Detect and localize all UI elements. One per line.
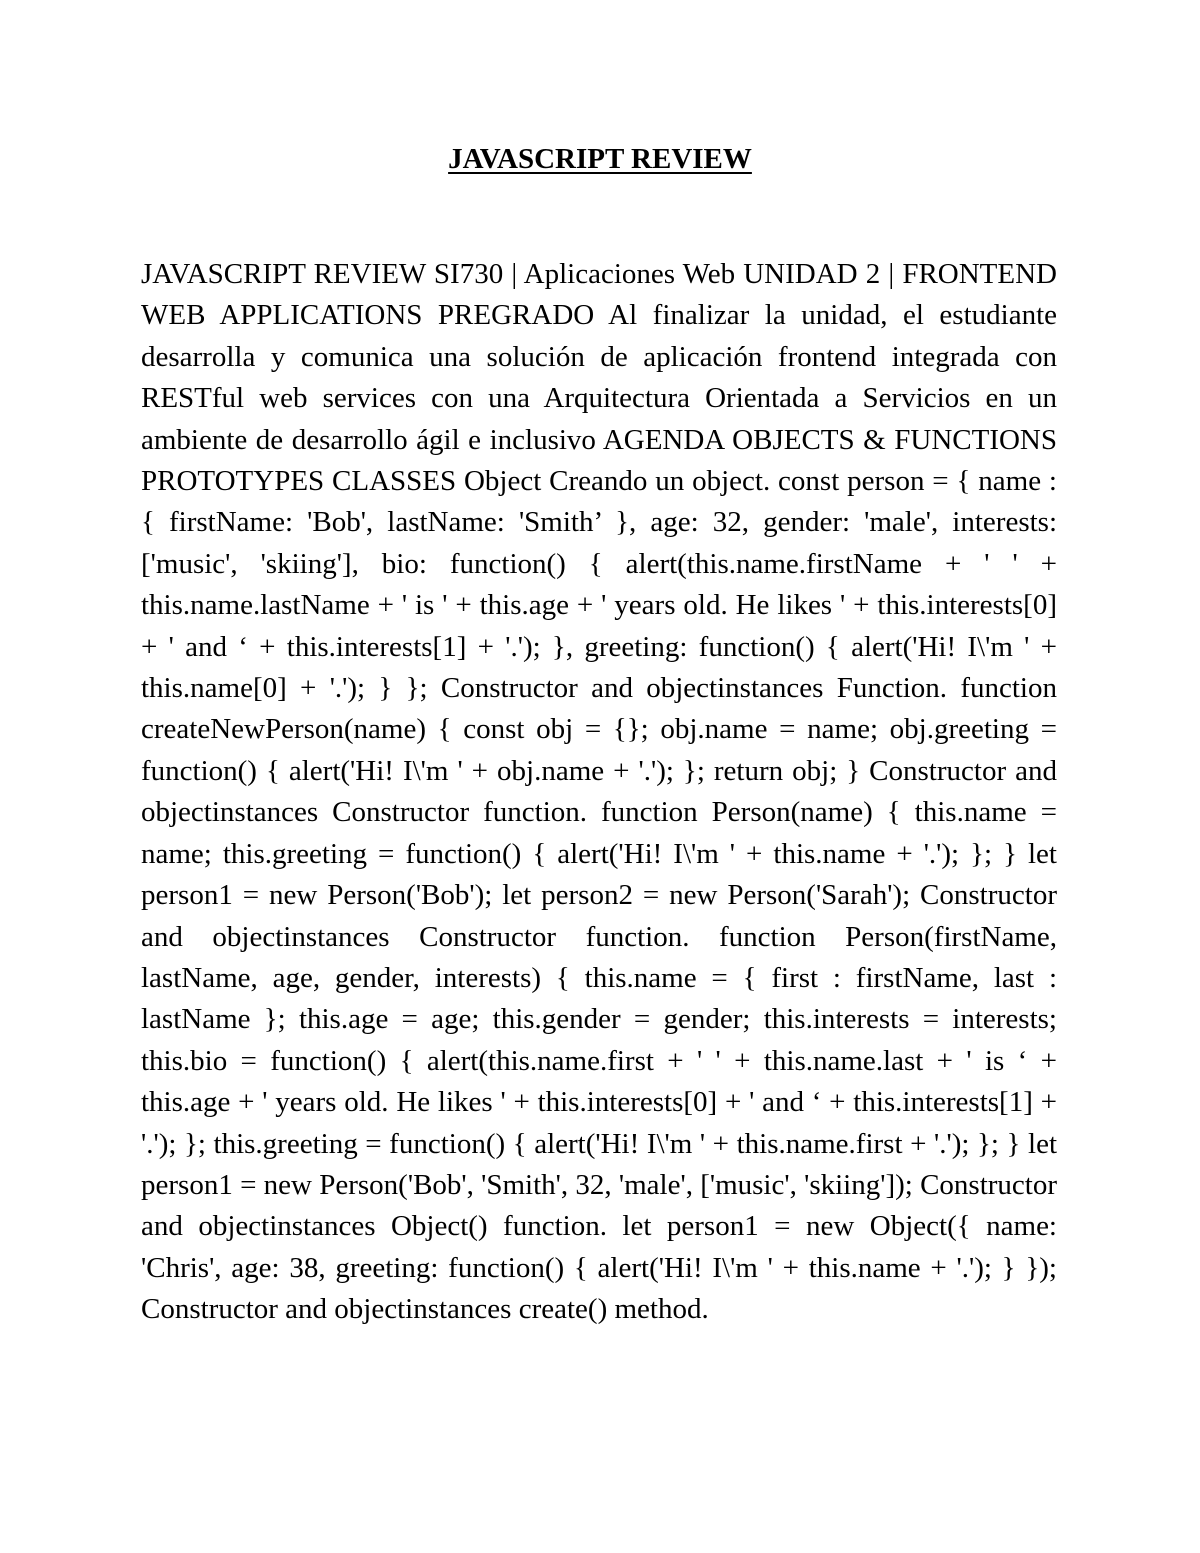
document-body-paragraph: JAVASCRIPT REVIEW SI730 | Aplicaciones Web UNIDAD 2 | FRONTEND WEB APPLICATIONS PREGRADO Al finalizar la unidad, el estudiante desarrolla y comunica una solución de aplicación frontend integrada con RESTful web services con una Arquitectura Orientada a Servicios en un ambiente de desarrollo ágil e inclusivo AGENDA OBJECTS & FUNCTIONS PROTOTYPES CLASSES Object Creando un object. const person = { name : { firstName: 'Bob', lastName: 'Smith’ }, age: 32, gender: 'male', interests: ['music', 'skiing'], bio: function() { alert(this.name.firstName + ' ' + this.name.lastName + ' is ' + this.age + ' years old. He likes ' + this.interests[0] + ' and ‘ + this.interests[1] + '.'); }, greeting: function() { alert('Hi! I\'m ' + this.name[0] + '.'); } }; Constructor and objectinstances Function. function createNewPerson(name) { const obj = {}; obj.name = name; obj.greeting = function() { alert('Hi! I\'m ' + obj.name + '.'); }; return obj; } Constructor and objectinstances Constructor function. function Person(name) { this.name = name; this.greeting = function() { alert('Hi! I\'m ' + this.name + '.'); }; } let person1 = new Person('Bob'); let person2 = new Person('Sarah'); Constructor and objectinstances Constructor function. function Person(firstName, lastName, age, gender, interests) { this.name = { first : firstName, last : lastName }; this.age = age; this.gender = gender; this.interests = interests; this.bio = function() { alert(this.name.first + ' ' + this.name.last + ' is ‘ + this.age + ' years old. He likes ' + this.interests[0] + ' and ‘ + this.interests[1] + '.'); }; this.greeting = function() { alert('Hi! I\'m ' + this.name.first + '.'); }; } let person1 = new Person('Bob', 'Smith', 32, 'male', ['music', 'skiing']); Constructor and objectinstances Object() function. let person1 = new Object({ name: 'Chris', age: 38, greeting: function() { alert('Hi! I\'m ' + this.name + '.'); } }); Constructor and objectinstances create() method. bbox=[141, 258, 1057, 1326]
document-title-text: JAVASCRIPT REVIEW bbox=[448, 143, 752, 175]
document-title bbox=[0, 139, 1200, 179]
